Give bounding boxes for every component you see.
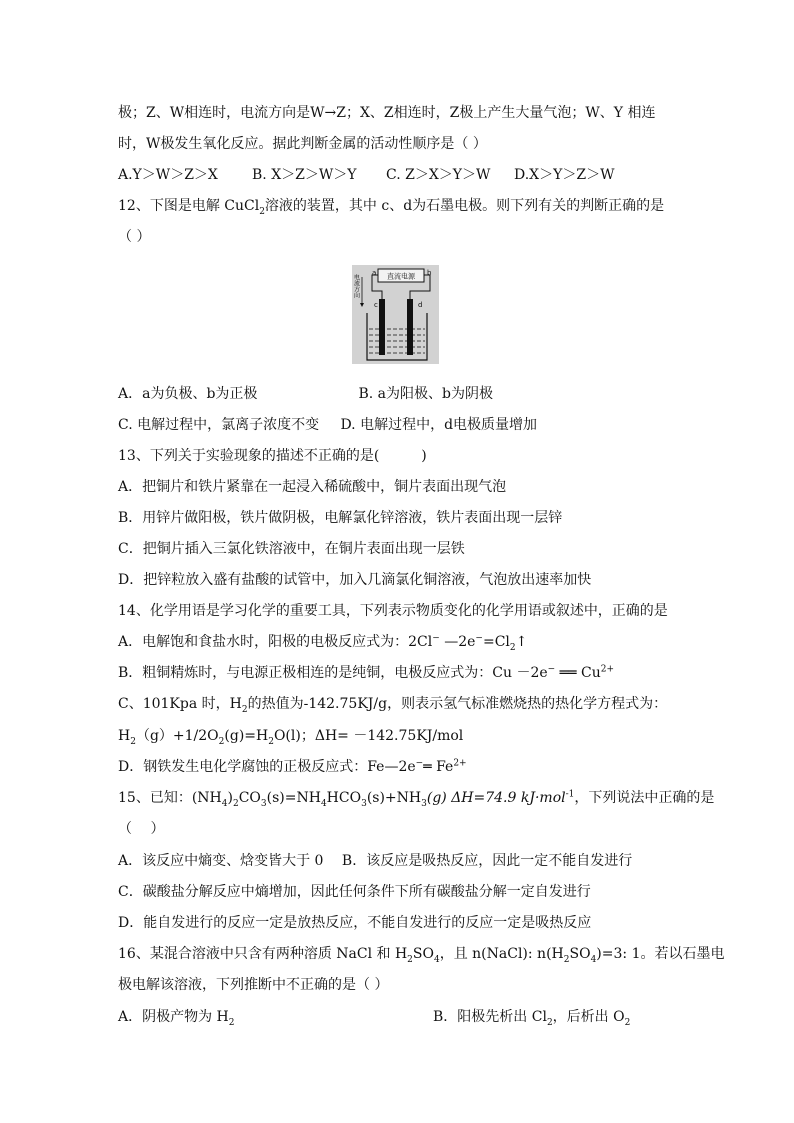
q12-option-b: B. a为阳极、b为阴极 <box>358 386 493 402</box>
q14-stem: 14、化学用语是学习化学的重要工具，下列表示物质变化的化学用语或叙述中，正确的是 <box>118 603 668 619</box>
q12-option-d: D. 电解过程中，d电极质量增加 <box>340 417 538 433</box>
q11-option-c: C. Z＞X＞Y＞W <box>386 167 491 183</box>
label-c: c <box>374 301 378 309</box>
q12-option-c: C. 电解过程中，氯离子浓度不变 <box>118 417 320 433</box>
power-supply-label: 直流电源 <box>387 272 415 281</box>
q14-option-c-line2: $H_2(g)+1/2O_2(g)=H_2O(l)$；ΔH= －142.75KJ/mol <box>118 728 464 747</box>
q15-paren: （ ） <box>118 821 165 837</box>
q11-options <box>118 165 684 185</box>
q14-option-a: A．电解饱和食盐水时，阳极的电极反应式为：2Cl− $—2e^-=Cl_2↑$ <box>118 633 528 653</box>
q12-option-a: A．a为负极、b为正极 <box>118 386 258 402</box>
q11-option-d: D.X＞Y＞Z＞W <box>514 167 615 183</box>
q16-stem-line1: 16、某混合溶液中只含有两种溶质 NaCl 和 $H_2SO_4$，且 n(NaCl): $n(H_2SO_4)=3$: 1。若以石墨电 <box>118 946 725 965</box>
q13-option-b: B．用锌片做阳极，铁片做阴极，电解氯化锌溶液，铁片表面出现一层锌 <box>118 510 563 526</box>
q12-paren: （ ） <box>118 229 151 245</box>
q14-option-d: D．钢铁发生电化学腐蚀的正极反应式：Fe—2e−═ $Fe^{2+}$ <box>118 758 467 775</box>
electrolysis-diagram <box>352 265 439 364</box>
current-direction-label: 电流方向 <box>352 274 360 298</box>
label-b: b <box>427 269 432 277</box>
q11-option-b: B. X＞Z＞W＞Y <box>252 167 357 183</box>
electrolysis-svg <box>352 265 439 364</box>
q14-option-c-line1: C、101Kpa 时，$H_2$的热值为-142.75KJ/g，则表示氢气标准燃烧热的热化学方程式为： <box>118 696 668 715</box>
q13-stem: 13、下列关于实验现象的描述不正确的是( ) <box>118 448 427 464</box>
q13-option-c: C．把铜片插入三氯化铁溶液中，在铜片表面出现一层铁 <box>118 541 465 557</box>
q11-option-a: A.Y＞W＞Z＞X <box>118 167 218 183</box>
q13-option-d: D．把锌粒放入盛有盐酸的试管中，加入几滴氯化铜溶液，气泡放出速率加快 <box>118 572 592 588</box>
q14-option-b: B．粗铜精炼时，与电源正极相连的是纯铜，电极反应式为：Cu －2e− ══ $Cu^{2+}$ <box>118 664 614 681</box>
q11-stem-line2: 时，W极发生氧化反应。据此判断金属的活动性顺序是（ ） <box>118 136 487 152</box>
q16-option-a: A．阴极产物为 $H_2$ <box>118 1009 235 1028</box>
q16-stem-line2: 极电解该溶液，下列推断中不正确的是（ ） <box>118 977 389 993</box>
q16-option-b: B．阳极先析出 $Cl_2$，后析出 $O_2$ <box>433 1009 631 1028</box>
label-a: a <box>372 269 377 277</box>
label-d: d <box>418 301 423 309</box>
q15-option-d: D．能自发进行的反应一定是放热反应，不能自发进行的反应一定是吸热反应 <box>118 915 592 931</box>
q12-stem: 12、下图是电解 CuCl$_2$溶液的装置，其中 c、d为石墨电极。则下列有关的判断正确的是 <box>118 198 665 217</box>
q12-options-row1 <box>118 384 684 404</box>
q11-stem-line1: 极；Z、W相连时，电流方向是W→Z；X、Z相连时，Z极上产生大量气泡；W、Y 相连 <box>118 105 656 121</box>
q15-stem: 15、已知：$(NH_4)_2CO_3(s)=NH_4HCO_3(s)+NH_3(g)$ ΔH=74.9 kJ·mol$^{-1}$，下列说法中正确的是 <box>118 789 715 809</box>
q13-option-a: A．把铜片和铁片紧靠在一起浸入稀硫酸中，铜片表面出现气泡 <box>118 479 507 495</box>
q15-option-c: C．碳酸盐分解反应中熵增加，因此任何条件下所有碳酸盐分解一定自发进行 <box>118 884 591 900</box>
q15-options-ab: A．该反应中熵变、焓变皆大于 0 B．该反应是吸热反应，因此一定不能自发进行 <box>118 853 633 869</box>
q12-options-row2 <box>118 415 684 435</box>
